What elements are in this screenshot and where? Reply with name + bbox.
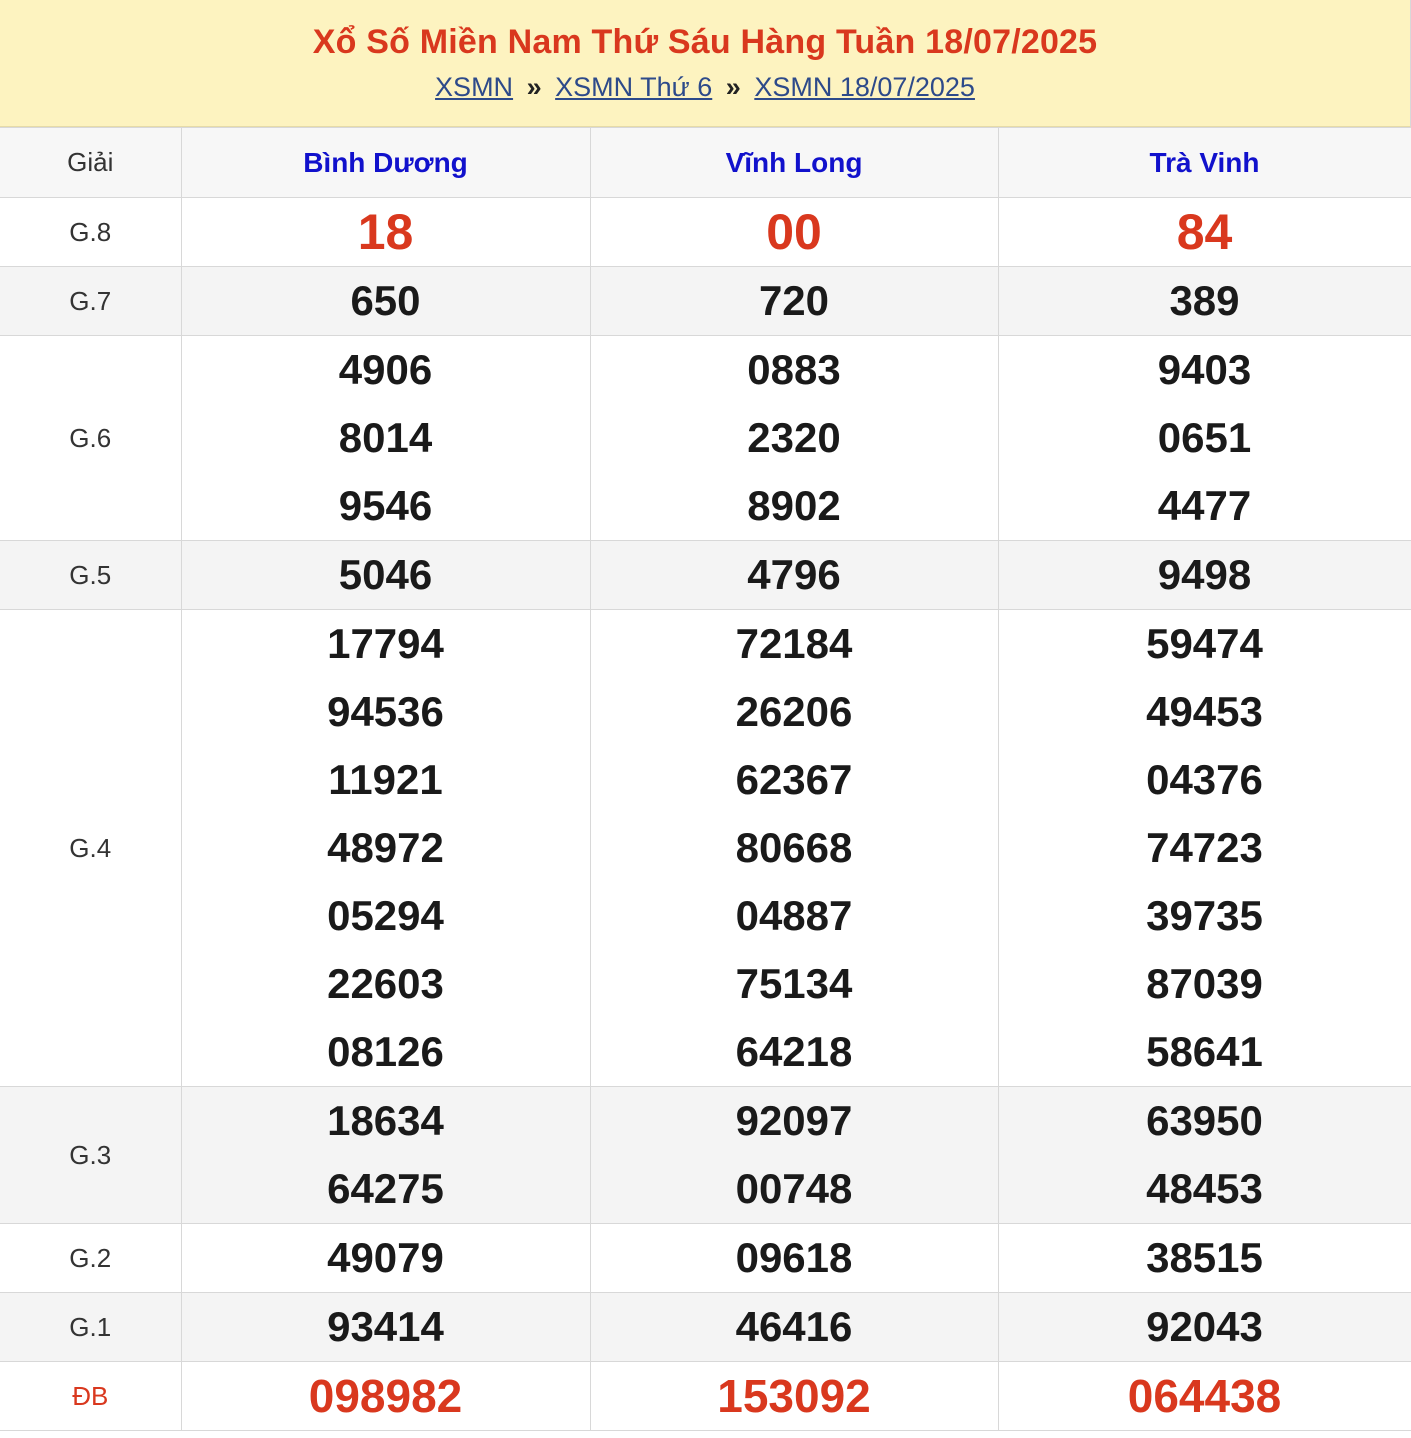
prize-number: 48972 [327,824,444,871]
prize-row [0,1087,1411,1224]
prize-cell [998,541,1411,610]
results-header [0,0,1411,127]
prize-number: 098982 [308,1370,463,1422]
prize-rows [0,198,1411,1431]
prize-number: 04376 [1146,756,1263,803]
prize-cell [590,336,998,541]
page-title: Xổ Số Miền Nam Thứ Sáu Hàng Tuần 18/07/2025 [312,23,1098,61]
prize-column-header: Giải [0,128,181,198]
prize-number: 64218 [735,1028,853,1075]
prize-number: 4796 [747,551,841,598]
prize-number: 650 [350,277,421,324]
prize-number: 064438 [1127,1370,1282,1422]
prize-label: G.6 [0,336,181,541]
prize-number: 46416 [735,1303,853,1350]
prize-label: G.5 [0,541,181,610]
prize-number: 00748 [735,1165,853,1212]
prize-number: 8902 [747,482,841,529]
prize-number: 84 [1176,204,1233,260]
prize-number: 05294 [327,892,444,939]
breadcrumb-separator: » [725,72,741,102]
prize-number: 11921 [328,756,443,803]
breadcrumb-link-xsmn-date[interactable]: XSMN 18/07/2025 [754,72,975,102]
prize-row [0,1224,1411,1293]
prize-number: 74723 [1146,824,1263,871]
prize-cell [590,267,998,336]
prize-cell [998,336,1411,541]
results-table [0,127,1411,1431]
prize-row [0,1293,1411,1362]
prize-number: 0883 [747,346,841,393]
prize-number: 720 [758,277,830,324]
prize-cell [590,198,998,267]
prize-row [0,610,1411,1087]
breadcrumb-separator: » [526,72,542,102]
breadcrumb [0,70,1410,104]
prize-label: G.4 [0,610,181,1087]
prize-cell [998,267,1411,336]
prize-number: 9498 [1157,551,1252,598]
prize-number: 63950 [1146,1097,1263,1144]
prize-number: 38515 [1146,1234,1263,1281]
prize-cell [590,1293,998,1362]
prize-number: 4477 [1157,482,1252,529]
prize-number: 9546 [338,482,433,529]
prize-number: 80668 [735,824,853,871]
table-header-row [0,128,1411,198]
province-header-binh-duong[interactable]: Bình Dương [181,128,590,198]
prize-number: 17794 [327,620,444,667]
prize-number: 00 [766,204,822,260]
prize-cell [590,610,998,1087]
prize-label: G.8 [0,198,181,267]
prize-row [0,198,1411,267]
prize-number: 87039 [1146,960,1263,1007]
breadcrumb-link-xsmn[interactable]: XSMN [435,72,514,102]
prize-number: 92097 [735,1097,853,1144]
prize-number: 72184 [735,620,853,667]
prize-cell [998,1224,1411,1293]
prize-number: 18 [357,204,414,260]
prize-number: 5046 [338,551,433,598]
prize-number: 26206 [735,688,853,735]
prize-cell [998,1293,1411,1362]
prize-cell [998,1087,1411,1224]
prize-number: 92043 [1146,1303,1263,1350]
prize-cell [181,198,590,267]
prize-cell [181,541,590,610]
prize-number: 09618 [735,1234,853,1281]
prize-row [0,1362,1411,1431]
prize-cell [998,1362,1411,1431]
prize-cell [181,1087,590,1224]
prize-number: 04887 [735,892,853,939]
prize-row [0,267,1411,336]
prize-number: 08126 [327,1028,444,1075]
prize-number: 153092 [717,1370,871,1422]
prize-label: G.2 [0,1224,181,1293]
prize-number: 75134 [735,960,853,1007]
prize-number: 49079 [327,1234,444,1281]
prize-cell [181,1293,590,1362]
prize-cell [181,610,590,1087]
prize-number: 58641 [1146,1028,1263,1075]
prize-cell [998,198,1411,267]
prize-cell [181,267,590,336]
province-header-vinh-long[interactable]: Vĩnh Long [590,128,998,198]
province-header-tra-vinh[interactable]: Trà Vinh [998,128,1411,198]
prize-number: 9403 [1157,346,1252,393]
prize-number: 94536 [327,688,444,735]
prize-number: 18634 [327,1097,444,1144]
prize-number: 8014 [338,414,433,461]
prize-cell [590,541,998,610]
prize-number: 4906 [338,346,433,393]
prize-number: 39735 [1146,892,1263,939]
prize-label: ĐB [0,1362,181,1431]
prize-number: 0651 [1157,414,1252,461]
prize-cell [181,1224,590,1293]
prize-number: 48453 [1146,1165,1263,1212]
prize-number: 59474 [1146,620,1263,667]
prize-cell [590,1362,998,1431]
prize-number: 49453 [1146,688,1263,735]
prize-label: G.7 [0,267,181,336]
prize-cell [181,1362,590,1431]
prize-row [0,336,1411,541]
prize-row [0,541,1411,610]
prize-label: G.1 [0,1293,181,1362]
prize-cell [590,1224,998,1293]
prize-number: 64275 [327,1165,444,1212]
breadcrumb-link-xsmn-thu-6[interactable]: XSMN Thứ 6 [555,72,713,102]
prize-number: 22603 [327,960,444,1007]
prize-label: G.3 [0,1087,181,1224]
prize-number: 62367 [735,756,853,803]
prize-number: 93414 [327,1303,444,1350]
prize-number: 2320 [747,414,841,461]
prize-cell [590,1087,998,1224]
prize-number: 389 [1169,277,1240,324]
prize-cell [181,336,590,541]
prize-cell [998,610,1411,1087]
